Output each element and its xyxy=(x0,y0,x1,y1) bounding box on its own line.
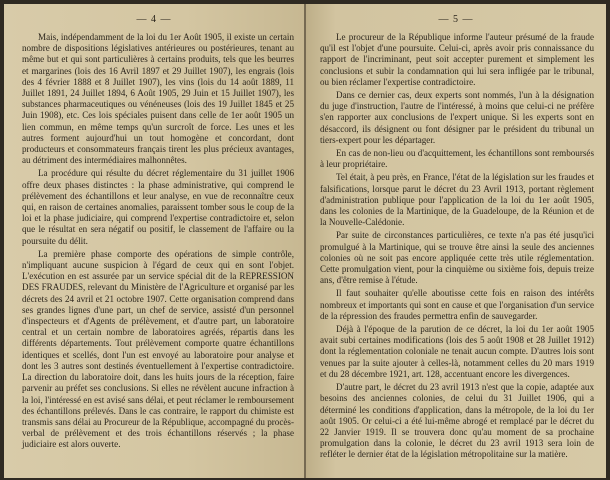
paragraph: Déjà à l'époque de la parution de ce décret, la loi du 1er août 1905 avait subi certaines modifications (lois des 5 août 1908 et 28 Juillet 1912) dont la réglementation coloniale ne tenait aucun compte. D'autres lois sont venues par la suite ajouter à celles-là, notamment celles du 20 mars 1919 et du 28 décembre 1921, art. 128, accentuant encore les divergences. xyxy=(320,324,594,379)
paragraph: Le procureur de la République informe l'auteur présumé de la fraude qu'il est l'objet d'une poursuite. Celui-ci, après avoir pris connaissance du rapport de l'incriminant, peut soit accepter purement et simplement les conclusions et subir la condamnation qui lui sera infligée par le tribunal, ou bien réclamer l'expertise contradictoire. xyxy=(320,32,594,87)
page-number: — 5 — xyxy=(438,14,474,25)
page-body xyxy=(22,32,294,474)
paragraph: Dans ce dernier cas, deux experts sont nommés, l'un à la désignation du juge d'instruction, l'autre de l'intéressé, à moins que celui-ci ne préfère s'en rapporter aux conclusions de l'expert unique. Si les experts sont en désaccord, ils désignent ou font désigner par le président du tribunal un tiers-expert pour les départager. xyxy=(320,90,594,145)
paragraph: En cas de non-lieu ou d'acquittement, les échantillons sont remboursés à leur propriétaire. xyxy=(320,148,594,170)
page-body xyxy=(320,32,594,474)
paragraph: Tel était, à peu près, en France, l'état de la législation sur les fraudes et falsifications, lorsque parut le décret du 23 Avril 1913, portant règlement d'administration publique pour l'application de la loi du 1er août 1905, dans les colonies de la Martinique, de la Guadeloupe, de la Réunion et de la Nouvelle-Calédonie. xyxy=(320,172,594,228)
book-spread xyxy=(4,4,606,478)
left-page xyxy=(4,4,304,478)
page-number: — 4 — xyxy=(136,14,172,25)
paragraph: Il faut souhaiter qu'elle aboutisse cette fois en raison des intérêts nombreux et importants qui sont en cause et que l'organisation d'un service de la répression des fraudes permettra enfin de sauvegarder. xyxy=(320,288,594,321)
right-page xyxy=(306,4,606,478)
paragraph: La procédure qui résulte du décret réglementaire du 31 juillet 1906 offre deux phases distinctes : la phase administrative, qui comprend le prélèvement des échantillons et leur analyse, en vue de reconnaître ceux qui, en raison de certaines anomalies, paraissent tomber sous le coup de la loi et la phase judiciaire, qui comprend l'expertise contradictoire et, selon que le résultat en sera négatif ou positif, le classement de l'affaire ou la poursuite du délit. xyxy=(22,168,294,246)
paragraph: Mais, indépendamment de la loi du 1er Août 1905, il existe un certain nombre de dispositions législatives antérieures ou postérieures, tenant au même but et qui sont particulières à certains produits, tels que les beurres et margarines (lois des 16 Avril 1897 et 29 Juillet 1907), les engrais (lois des 4 février 1888 et 8 Juillet 1907), les vins (lois du 14 août 1889, 11 Juillet 1891, 24 Juillet 1894, 6 Août 1905, 29 Juin et 15 Juillet 1907), les substances pharmaceutiques ou vénéneuses (lois des 19 Juillet 1845 et 25 Juin 1908), etc. Ces lois spéciales puisent dans celle de 1er août 1905 un lien commun, en même temps qu'un surcroît de force. Les unes et les autres forment aujourd'hui un tout homogène et concordant, dont producteurs et consommateurs français tirent les plus précieux avantages, au détriment des intermédiaires malhonnêtes. xyxy=(22,32,294,166)
paragraph: Par suite de circonstances particulières, ce texte n'a pas été jusqu'ici promulgué à la Martinique, qui se trouve être ainsi la seule des anciennes colonies où ne soit pas encore appliquée cette très utile réglementation. Cette promulgation vient, pour la cinquième ou sixième fois, depuis treize ans, d'être remise à l'étude. xyxy=(320,230,594,286)
paragraph: D'autre part, le décret du 23 avril 1913 n'est que la copie, adaptée aux besoins des anciennes colonies, de celui du 31 Juillet 1906, qui a déterminé les conditions d'application, dans la métropole, de la loi du 1er août 1905. Or celui-ci a été lui-même abrogé et remplacé par le décret du 22 Janvier 1919. Il se trouvera donc qu'au moment de sa prochaine promulgation dans la colonie, le décret du 23 avril 1913 sera loin de refléter le dernier état de la législation métropolitaine sur la matière. xyxy=(320,382,594,460)
paragraph: La première phase comporte des opérations de simple contrôle, n'impliquant aucune suspicion à l'égard de ceux qui en sont l'objet. L'exécution en est assurée par un service spécial dit de la REPRESSION DES FRAUDES, relevant du Ministère de l'Agriculture et organisé par les décrets des 24 avril et 21 octobre 1907. Cette organisation comprend dans ses grandes lignes d'une part, un chef de service, assisté d'un personnel d'inspecteurs et d'Agents de prélèvement, et d'autre part, un laboratoire central et un certain nombre de laboratoires agréés, répartis dans les différents départements. Tout prélèvement comporte quatre échantillons identiques et scellés, dont l'un est envoyé au laboratoire pour analyse et dont les 3 autres sont destinés éventuellement à l'expertise contradictoire. La direction du laboratoire doit, dans les huits jours de la réception, faire parvenir au préfet ses conclusions. Si elles ne révèlent aucune infraction à la loi, l'intéressé en est avisé sans délai, et peut réclamer le remboursement des échantillons prélevés. Dans le cas contraire, le rapport du chimiste est transmis sans délai au Procureur de la République, accompagné du procès-verbal de prélèvement et des trois échantillons réservés ; la phase judiciaire est alors ouverte. xyxy=(22,248,294,450)
